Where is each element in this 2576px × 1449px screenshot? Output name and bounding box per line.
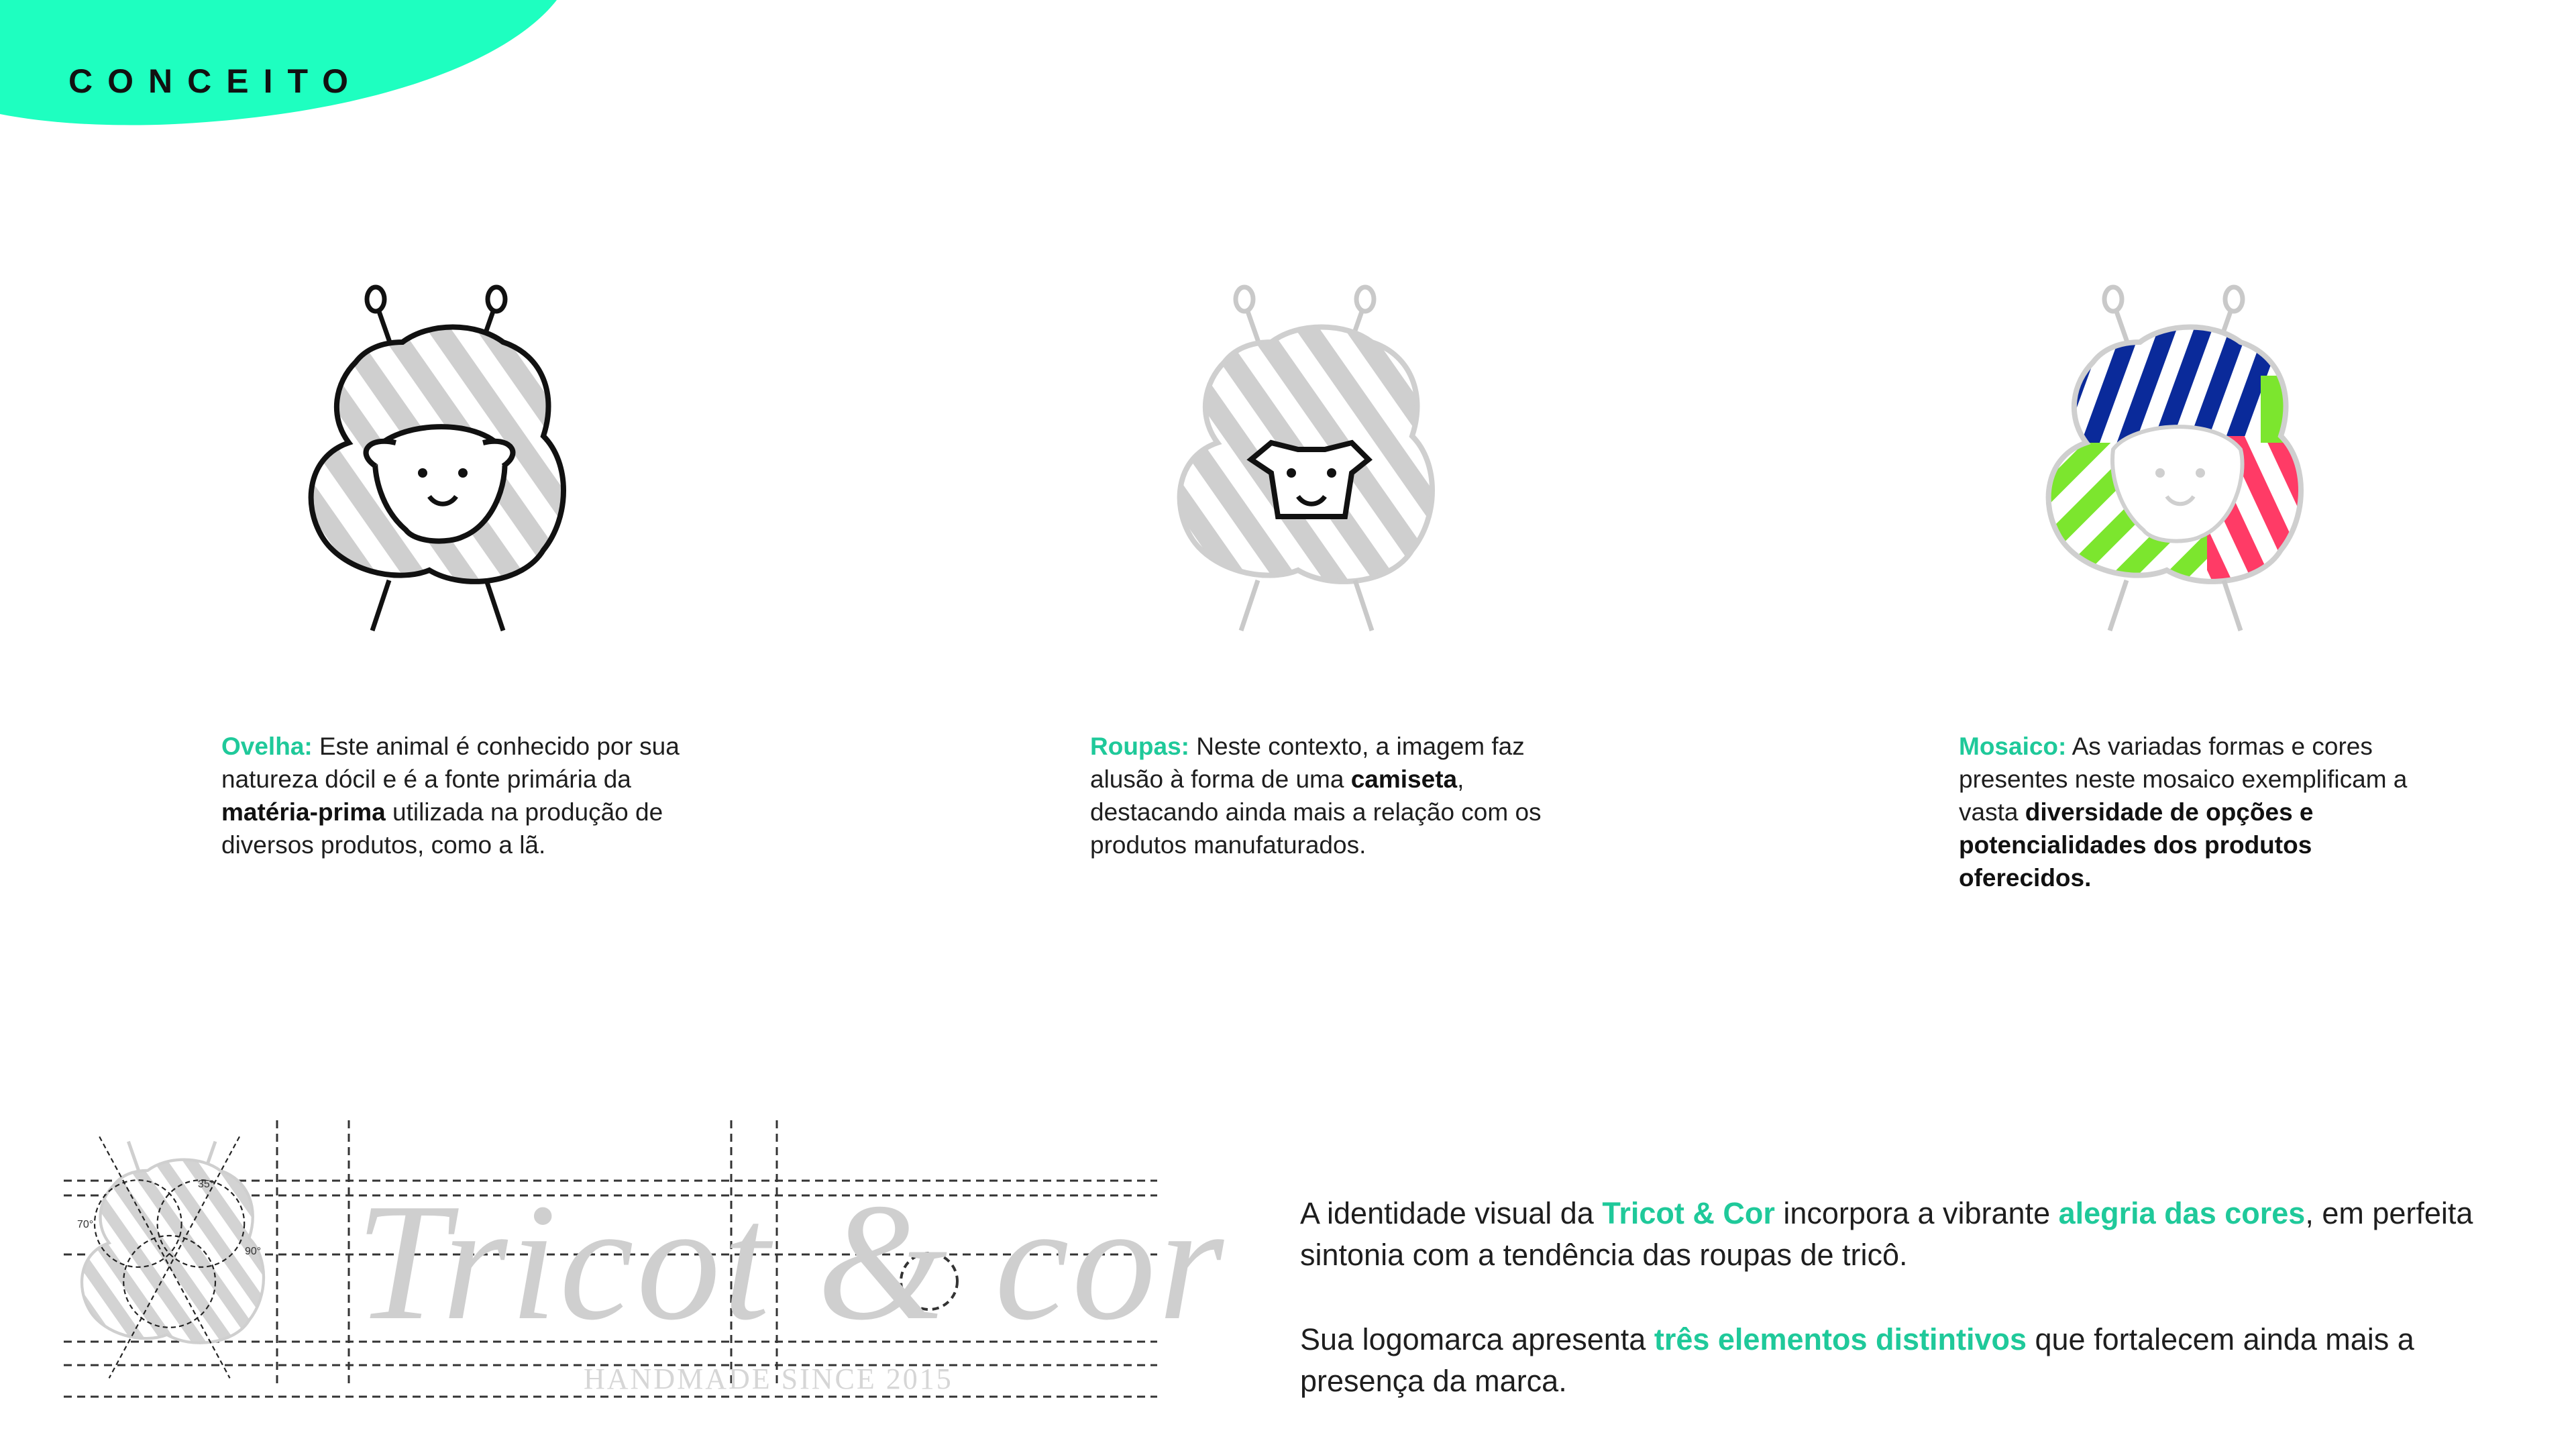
concept-text-part: Este animal é conhecido por sua natureza dócil e é a fonte primária da (221, 733, 680, 793)
concept-description (1959, 730, 2442, 894)
concept-description (1090, 730, 1573, 861)
identity-paragraph (1300, 1319, 2521, 1402)
text-part: , em perfeita sintonia com a tendência das roupas de tricô. (1300, 1196, 2473, 1272)
angle-label: 90° (245, 1246, 262, 1257)
text-part: incorpora a vibrante (1774, 1196, 2059, 1230)
section-title: CONCEITO (68, 62, 363, 100)
text-part: Sua logomarca apresenta (1300, 1322, 1654, 1356)
concept-text-part: utilizada na produção de diversos produtos, como a lã. (221, 798, 663, 859)
concept-text-part: , destacando ainda mais a relação com os produtos manufaturados. (1090, 765, 1542, 859)
concept-bold-part: diversidade de opções e potencialidades dos produtos oferecidos. (1959, 798, 2314, 892)
highlight-part: alegria das cores (2058, 1196, 2306, 1230)
text-part: A identidade visual da (1300, 1196, 1603, 1230)
concept-text-part: Neste contexto, a imagem faz alusão à forma de uma (1090, 733, 1525, 793)
angle-label: 70° (77, 1219, 94, 1230)
identity-text (1300, 1193, 2521, 1445)
sheep-shirt-icon (1164, 282, 1472, 644)
sheep-mosaic-icon (2033, 282, 2341, 644)
concept-bold-part: matéria-prima (221, 798, 386, 826)
concept-label: Mosaico: (1959, 733, 2067, 760)
text-part: que fortalecem ainda mais a presença da marca. (1300, 1322, 2414, 1398)
concept-text-part: As variadas formas e cores presentes neste mosaico exemplificam a vasta (1959, 733, 2408, 826)
sheep-outline-icon (295, 282, 604, 644)
concept-label: Roupas: (1090, 733, 1189, 760)
concept-label: Ovelha: (221, 733, 313, 760)
concept-description (221, 730, 704, 861)
highlight-part: Tricot & Cor (1602, 1196, 1775, 1230)
identity-paragraph (1300, 1193, 2521, 1276)
logo-tagline: HANDMADE SINCE 2015 (584, 1362, 953, 1395)
concept-bold-part: camiseta (1350, 765, 1458, 793)
angle-label: 35° (198, 1179, 215, 1190)
highlight-part: três elementos distintivos (1654, 1322, 2027, 1356)
logo-wordmark: Tricot & cor (356, 1169, 1227, 1355)
